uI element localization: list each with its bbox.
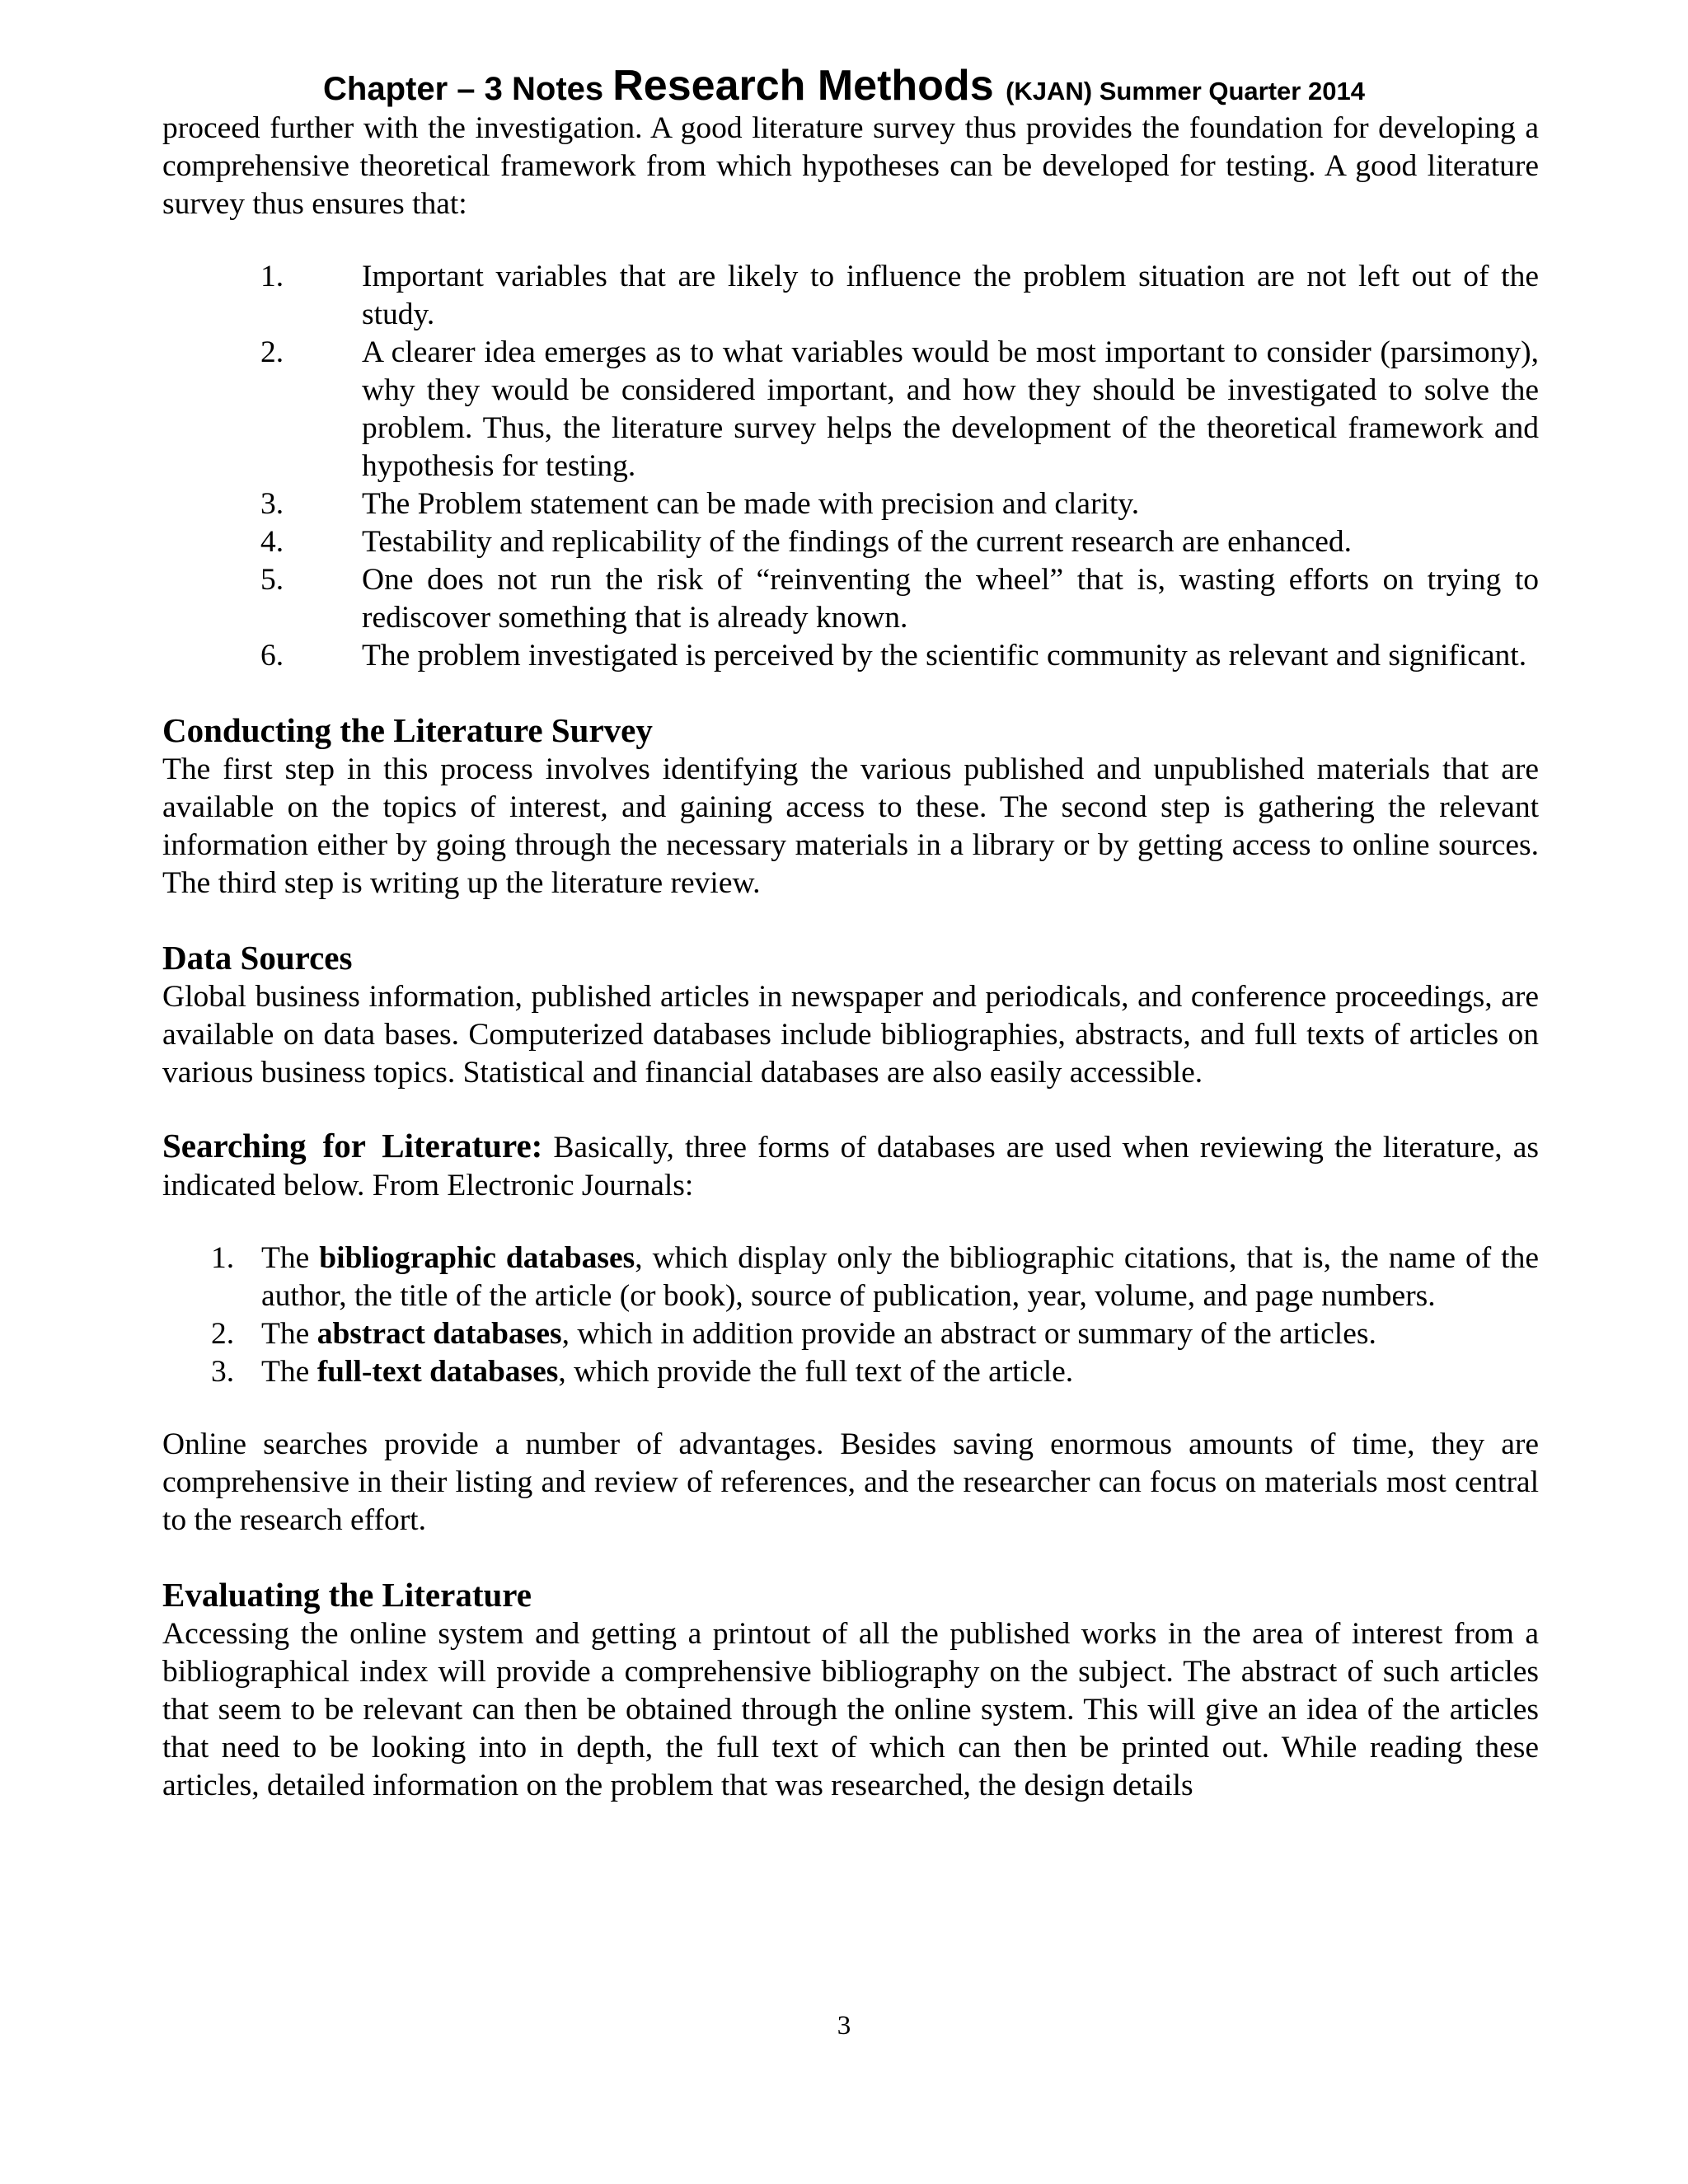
list-item-number: 3. bbox=[260, 487, 284, 521]
list-item-prefix: The bbox=[261, 1317, 317, 1351]
section-body-conducting: The first step in this process involves identifying the various published and unpublished materials that are available on the topics of interest, and gaining access to these. The second step is gathering the relevant information either by going through the necessary materials in a library or by getting access to online sources. The third step is writing up the literature review. bbox=[162, 752, 1539, 900]
list-item-term: abstract databases bbox=[316, 1317, 562, 1351]
section-heading-conducting: Conducting the Literature Survey bbox=[162, 711, 653, 749]
list-item-number: 2. bbox=[211, 1317, 235, 1351]
page-number: 3 bbox=[837, 2011, 851, 2041]
header-term: (KJAN) Summer Quarter 2014 bbox=[1006, 77, 1365, 105]
list-item bbox=[162, 1315, 1539, 1353]
page-header bbox=[0, 63, 1688, 110]
list-item-text: One does not run the risk of “reinventing the wheel” that is, wasting efforts on trying to rediscover something that is already known. bbox=[362, 563, 1539, 635]
list-item-text: The Problem statement can be made with precision and clarity. bbox=[362, 487, 1140, 521]
header-chapter: Chapter – 3 Notes bbox=[323, 71, 613, 107]
list-item-prefix: The bbox=[261, 1241, 320, 1275]
list-item-prefix: The bbox=[261, 1355, 317, 1389]
list-item-term: full-text databases bbox=[316, 1355, 559, 1389]
list-item-text: , which display only the bibliographic citations, that is, the name of the author, the title of the article (or book), source of publication, year, volume, and page numbers. bbox=[261, 1241, 1539, 1313]
list-item-number: 1. bbox=[260, 260, 284, 293]
list-item bbox=[162, 1240, 1539, 1315]
list-item-text: , which provide the full text of the article. bbox=[558, 1355, 1074, 1389]
section-heading-searching: Searching for Literature: bbox=[162, 1127, 543, 1165]
list-item-number: 1. bbox=[211, 1241, 235, 1275]
list-item bbox=[162, 637, 1539, 675]
list-item-text: The problem investigated is perceived by the scientific community as relevant and significant. bbox=[362, 639, 1527, 673]
list-item-number: 4. bbox=[260, 525, 284, 559]
document-body bbox=[162, 110, 1539, 1805]
list-item-text: , which in addition provide an abstract or summary of the articles. bbox=[561, 1317, 1376, 1351]
list-item-text: A clearer idea emerges as to what variables would be most important to consider (parsimony), why they would be considered important, and how they should be investigated to solve the problem. Thus, the literature survey helps the development of the theoretical framework and hypothesis for testing. bbox=[362, 335, 1539, 483]
list-item bbox=[162, 485, 1539, 523]
list-item bbox=[162, 334, 1539, 485]
searching-paragraph bbox=[162, 1127, 1539, 1205]
list-item-text: Important variables that are likely to influence the problem situation are not left out of the study. bbox=[362, 260, 1539, 331]
searching-body: Basically, three forms of databases are used when reviewing the literature, as indicated below. From Electronic Journals: bbox=[162, 1131, 1539, 1202]
section-body-evaluating: Accessing the online system and getting a printout of all the published works in the area of interest from a bibliographical index will provide a comprehensive bibliography on the subject. The abstract of such articles that seem to be relevant can then be obtained through the online system. This will give an idea of the articles that need to be looking into in depth, the full text of which can then be printed out. While reading these articles, detailed information on the problem that was researched, the design details bbox=[162, 1617, 1539, 1802]
list-item-number: 3. bbox=[211, 1355, 235, 1389]
header-course-title: Research Methods bbox=[612, 62, 1006, 110]
section-heading-evaluating: Evaluating the Literature bbox=[162, 1576, 532, 1614]
section-heading-data-sources: Data Sources bbox=[162, 939, 353, 977]
list-item-number: 6. bbox=[260, 639, 284, 673]
database-types-list bbox=[162, 1240, 1539, 1391]
ensures-list bbox=[162, 258, 1539, 675]
list-item bbox=[162, 1353, 1539, 1391]
list-item bbox=[162, 561, 1539, 637]
intro-paragraph: proceed further with the investigation. A good literature survey thus provides the foundation for developing a comprehensive theoretical framework from which hypotheses can be developed for testing. A good literature survey thus ensures that: bbox=[162, 111, 1539, 221]
list-item-number: 2. bbox=[260, 335, 284, 369]
list-item bbox=[162, 523, 1539, 561]
list-item bbox=[162, 258, 1539, 334]
online-searches-paragraph: Online searches provide a number of advantages. Besides saving enormous amounts of time, they are comprehensive in their listing and review of references, and the researcher can focus on materials most central to the research effort. bbox=[162, 1427, 1539, 1537]
list-item-term: bibliographic databases bbox=[319, 1241, 635, 1275]
list-item-number: 5. bbox=[260, 563, 284, 597]
list-item-text: Testability and replicability of the findings of the current research are enhanced. bbox=[362, 525, 1353, 559]
section-body-data-sources: Global business information, published articles in newspaper and periodicals, and conference proceedings, are available on data bases. Computerized databases include bibliographies, abstracts, and full texts of articles on various business topics. Statistical and financial databases are also easily accessible. bbox=[162, 980, 1539, 1090]
